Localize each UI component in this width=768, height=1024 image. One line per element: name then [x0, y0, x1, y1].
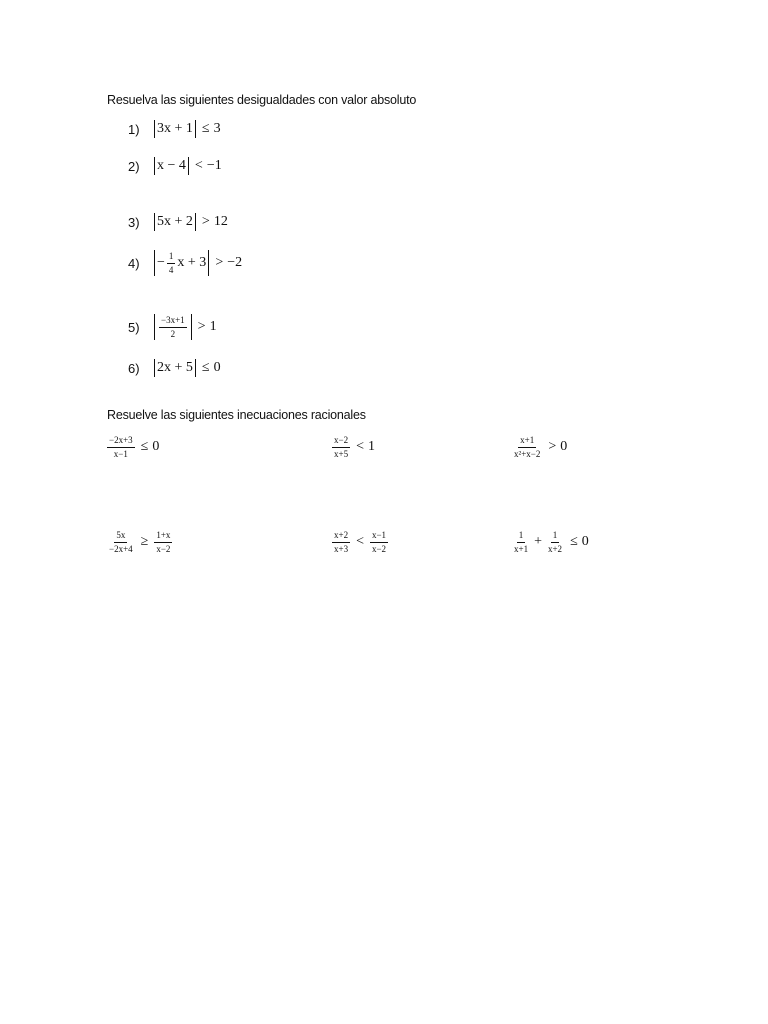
rational-exercise-3: $\frac{x+1}{\text{x²+x−2}}$ > 0 [514, 435, 568, 459]
rational-exercise-6: $\frac{1}{x+1}$ + $\frac{1}{x+2}$ ≤ 0 [514, 530, 589, 554]
fraction: $\frac{5x}{-2x+4}$ [109, 530, 133, 554]
exercise-number: 5) [128, 319, 140, 335]
exercise-5 [128, 312, 217, 342]
section-heading-rational: Resuelve las siguientes inecuaciones racionales [107, 408, 366, 422]
exercise-4 [128, 248, 242, 278]
inequality-expression: $\frac{-3x+1}{2}$ > 1 [152, 314, 217, 340]
fraction: $\frac{1}{4}$ [168, 251, 174, 275]
section-heading-absolute-value: Resuelva las siguientes desigualdades con valor absoluto [107, 93, 417, 107]
inequality-expression: − $\frac{1}{4}$ x + 3 > −2 [152, 250, 242, 276]
exercise-2 [128, 151, 222, 181]
exercise-number: 6) [128, 360, 140, 376]
exercise-1 [128, 114, 221, 144]
exercise-3 [128, 207, 228, 237]
fraction: $\frac{1}{x+1}$ [514, 530, 529, 554]
exercise-number: 3) [128, 214, 140, 230]
exercise-number: 4) [128, 255, 140, 271]
rational-exercise-4: $\frac{5x}{-2x+4}$ ≥ $\frac{1+x}{x-2}$ [109, 530, 171, 554]
inequality-expression: 2x + 5 ≤ 0 [152, 359, 221, 377]
fraction: $\frac{1+x}{x-2}$ [156, 530, 171, 554]
inequality-expression: 5x + 2 > 12 [152, 213, 228, 231]
rational-exercise-1: $\frac{-2x+3}{x-1}$ ≤ 0 [109, 435, 160, 459]
fraction: $\frac{x+1}{\text{x²+x−2}}$ [514, 435, 541, 459]
fraction: $\frac{-2x+3}{x-1}$ [109, 435, 133, 459]
fraction: $\frac{x-1}{x-2}$ [371, 530, 387, 554]
rational-exercise-5: $\frac{x+2}{x+3}$ < $\frac{x-1}{x-2}$ [334, 530, 387, 554]
inequality-expression: x − 4 < −1 [152, 157, 222, 175]
rational-exercise-2: $\frac{x-2}{x+5}$ < 1 [334, 435, 375, 459]
exercise-number: 2) [128, 158, 140, 174]
exercise-6 [128, 353, 221, 383]
fraction: $\frac{-3x+1}{2}$ [161, 315, 185, 339]
fraction: $\frac{1}{x+2}$ [547, 530, 563, 554]
fraction: $\frac{x+2}{x+3}$ [334, 530, 349, 554]
fraction: $\frac{x-2}{x+5}$ [334, 435, 349, 459]
inequality-expression: 3x + 1 ≤ 3 [152, 120, 221, 138]
exercise-number: 1) [128, 121, 140, 137]
